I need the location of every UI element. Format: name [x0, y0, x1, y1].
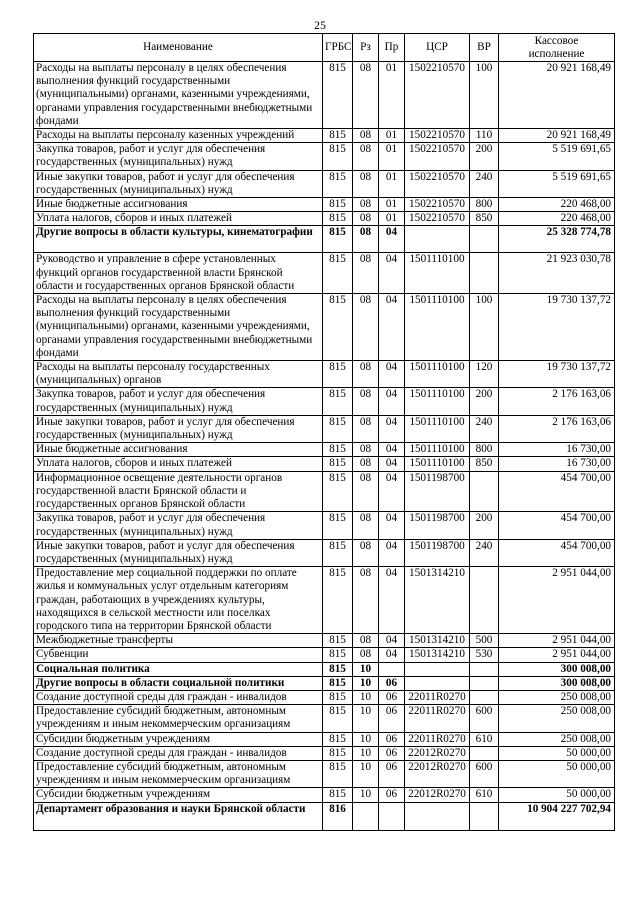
- header-amount: [499, 34, 615, 62]
- cell-name: Расходы на выплаты персоналу в целях обеспечения выполнения функций государственными (муниципальными) органами, казенными учреждениями, органами управления государственными внебюджетными фондами: [34, 62, 323, 129]
- cell-amount: 454 700,00: [499, 512, 615, 539]
- cell-amount: 5 519 691,65: [499, 143, 615, 170]
- cell-name: Иные закупки товаров, работ и услуг для обеспечения государственных (муниципальных) нужд: [34, 170, 323, 197]
- header-name: Наименование: [34, 34, 323, 62]
- cell-pr: 04: [379, 415, 405, 442]
- cell-pr: 01: [379, 212, 405, 226]
- cell-csr: 1501110100: [405, 457, 470, 471]
- cell-pr: 04: [379, 512, 405, 539]
- cell-vr: [470, 567, 499, 634]
- cell-pr: 04: [379, 634, 405, 648]
- table-row: [34, 512, 615, 539]
- table-row: [34, 690, 615, 704]
- table-row: [34, 471, 615, 512]
- header-pr: Пр: [379, 34, 405, 62]
- cell-grbs: 815: [323, 253, 353, 294]
- header-grbs: ГРБС: [323, 34, 353, 62]
- cell-rz: 10: [353, 705, 379, 732]
- cell-name: Социальная политика: [34, 662, 323, 676]
- cell-rz: 10: [353, 676, 379, 690]
- cell-grbs: 815: [323, 634, 353, 648]
- cell-amount: 220 468,00: [499, 212, 615, 226]
- table-row: [34, 648, 615, 662]
- cell-grbs: 815: [323, 212, 353, 226]
- cell-vr: 530: [470, 648, 499, 662]
- cell-csr: 1502210570: [405, 170, 470, 197]
- cell-grbs: 815: [323, 198, 353, 212]
- cell-pr: 04: [379, 294, 405, 361]
- cell-rz: 08: [353, 129, 379, 143]
- cell-pr: 06: [379, 690, 405, 704]
- cell-csr: [405, 676, 470, 690]
- cell-rz: 10: [353, 746, 379, 760]
- cell-pr: 01: [379, 143, 405, 170]
- cell-csr: [405, 226, 470, 253]
- table-row: [34, 746, 615, 760]
- cell-grbs: 815: [323, 512, 353, 539]
- table-row: [34, 170, 615, 197]
- cell-rz: 08: [353, 198, 379, 212]
- table-row: [34, 253, 615, 294]
- cell-amount: 454 700,00: [499, 539, 615, 566]
- cell-grbs: 815: [323, 457, 353, 471]
- header-rz: Рз: [353, 34, 379, 62]
- cell-pr: 04: [379, 443, 405, 457]
- cell-grbs: 815: [323, 746, 353, 760]
- cell-vr: [470, 253, 499, 294]
- cell-grbs: 815: [323, 690, 353, 704]
- cell-amount: 5 519 691,65: [499, 170, 615, 197]
- cell-name: Межбюджетные трансферты: [34, 634, 323, 648]
- cell-rz: 10: [353, 662, 379, 676]
- cell-csr: 22012R0270: [405, 760, 470, 787]
- cell-pr: 06: [379, 732, 405, 746]
- cell-name: Субсидии бюджетным учреждениям: [34, 788, 323, 802]
- cell-name: Предоставление субсидий бюджетным, автономным учреждениям и иным некоммерческим организациям: [34, 760, 323, 787]
- cell-amount: 454 700,00: [499, 471, 615, 512]
- cell-amount: 50 000,00: [499, 746, 615, 760]
- cell-name: Закупка товаров, работ и услуг для обеспечения государственных (муниципальных) нужд: [34, 143, 323, 170]
- cell-csr: 1502210570: [405, 129, 470, 143]
- header-amount-line1: Кассовое: [534, 34, 579, 47]
- table-row: [34, 802, 615, 830]
- cell-vr: 610: [470, 788, 499, 802]
- cell-pr: 06: [379, 788, 405, 802]
- cell-rz: 08: [353, 648, 379, 662]
- cell-rz: 08: [353, 62, 379, 129]
- cell-rz: 08: [353, 143, 379, 170]
- cell-amount: 220 468,00: [499, 198, 615, 212]
- cell-name: Департамент образования и науки Брянской области: [34, 802, 323, 830]
- cell-name: Руководство и управление в сфере установленных функций органов государственной власти Брянской области и государственных органов Брянской области: [34, 253, 323, 294]
- cell-pr: 06: [379, 705, 405, 732]
- cell-grbs: 815: [323, 567, 353, 634]
- cell-name: Уплата налогов, сборов и иных платежей: [34, 457, 323, 471]
- cell-name: Другие вопросы в области культуры, кинематографии: [34, 226, 323, 253]
- cell-vr: 600: [470, 760, 499, 787]
- cell-vr: 800: [470, 198, 499, 212]
- cell-rz: 10: [353, 690, 379, 704]
- cell-pr: 04: [379, 648, 405, 662]
- cell-rz: 08: [353, 471, 379, 512]
- cell-grbs: 816: [323, 802, 353, 830]
- cell-vr: [470, 746, 499, 760]
- cell-pr: 01: [379, 170, 405, 197]
- cell-vr: 800: [470, 443, 499, 457]
- cell-name: Расходы на выплаты персоналу государственных (муниципальных) органов: [34, 361, 323, 388]
- cell-grbs: 815: [323, 705, 353, 732]
- cell-csr: 1501110100: [405, 253, 470, 294]
- cell-amount: 50 000,00: [499, 788, 615, 802]
- cell-vr: 240: [470, 415, 499, 442]
- cell-name: Расходы на выплаты персоналу казенных учреждений: [34, 129, 323, 143]
- cell-rz: 08: [353, 388, 379, 415]
- cell-vr: 240: [470, 170, 499, 197]
- cell-amount: 50 000,00: [499, 760, 615, 787]
- cell-csr: 1501314210: [405, 634, 470, 648]
- header-vr: ВР: [470, 34, 499, 62]
- cell-grbs: 815: [323, 760, 353, 787]
- cell-grbs: 815: [323, 471, 353, 512]
- table-row: [34, 760, 615, 787]
- cell-amount: 250 008,00: [499, 705, 615, 732]
- cell-amount: 19 730 137,72: [499, 294, 615, 361]
- cell-grbs: 815: [323, 415, 353, 442]
- cell-amount: 16 730,00: [499, 443, 615, 457]
- cell-amount: 10 904 227 702,94: [499, 802, 615, 830]
- table-row: [34, 662, 615, 676]
- cell-csr: 22011R0270: [405, 732, 470, 746]
- cell-grbs: 815: [323, 143, 353, 170]
- cell-pr: 04: [379, 457, 405, 471]
- cell-rz: 08: [353, 170, 379, 197]
- cell-pr: 04: [379, 539, 405, 566]
- cell-name: Иные закупки товаров, работ и услуг для обеспечения государственных (муниципальных) нужд: [34, 415, 323, 442]
- table-row: [34, 294, 615, 361]
- cell-rz: 08: [353, 361, 379, 388]
- table-row: [34, 732, 615, 746]
- cell-vr: [470, 676, 499, 690]
- cell-amount: 2 951 044,00: [499, 634, 615, 648]
- cell-amount: 300 008,00: [499, 662, 615, 676]
- cell-name: Уплата налогов, сборов и иных платежей: [34, 212, 323, 226]
- table-body: [34, 62, 615, 831]
- cell-csr: 1502210570: [405, 143, 470, 170]
- cell-name: Расходы на выплаты персоналу в целях обеспечения выполнения функций государственными (муниципальными) органами, казенными учреждениями, органами управления государственными внебюджетными фондами: [34, 294, 323, 361]
- cell-name: Субвенции: [34, 648, 323, 662]
- cell-csr: 22012R0270: [405, 746, 470, 760]
- cell-csr: [405, 662, 470, 676]
- header-amount-line2: исполнение: [528, 47, 585, 60]
- table-row: [34, 129, 615, 143]
- cell-csr: 1501110100: [405, 361, 470, 388]
- table-row: [34, 415, 615, 442]
- cell-name: Субсидии бюджетным учреждениям: [34, 732, 323, 746]
- cell-pr: 04: [379, 567, 405, 634]
- cell-csr: 1502210570: [405, 62, 470, 129]
- cell-csr: 1502210570: [405, 198, 470, 212]
- cell-rz: 08: [353, 634, 379, 648]
- cell-vr: 600: [470, 705, 499, 732]
- cell-grbs: 815: [323, 662, 353, 676]
- cell-vr: 500: [470, 634, 499, 648]
- cell-pr: 06: [379, 746, 405, 760]
- cell-grbs: 815: [323, 788, 353, 802]
- cell-vr: 120: [470, 361, 499, 388]
- cell-rz: 08: [353, 253, 379, 294]
- cell-grbs: 815: [323, 226, 353, 253]
- cell-rz: 08: [353, 226, 379, 253]
- cell-vr: 200: [470, 512, 499, 539]
- cell-csr: 22011R0270: [405, 705, 470, 732]
- cell-grbs: 815: [323, 388, 353, 415]
- cell-csr: 1501314210: [405, 648, 470, 662]
- cell-grbs: 815: [323, 539, 353, 566]
- cell-vr: 110: [470, 129, 499, 143]
- cell-name: Иные бюджетные ассигнования: [34, 198, 323, 212]
- table-row: [34, 539, 615, 566]
- table-row: [34, 143, 615, 170]
- cell-vr: [470, 226, 499, 253]
- table-row: [34, 788, 615, 802]
- cell-amount: 21 923 030,78: [499, 253, 615, 294]
- cell-vr: [470, 662, 499, 676]
- budget-table: [33, 33, 615, 831]
- cell-pr: 01: [379, 198, 405, 212]
- cell-csr: [405, 802, 470, 830]
- cell-vr: 200: [470, 388, 499, 415]
- cell-name: Информационное освещение деятельности органов государственной власти Брянской области и государственных органов Брянской области: [34, 471, 323, 512]
- cell-rz: 08: [353, 212, 379, 226]
- cell-vr: 200: [470, 143, 499, 170]
- cell-amount: 2 176 163,06: [499, 388, 615, 415]
- cell-rz: 10: [353, 732, 379, 746]
- cell-rz: 08: [353, 457, 379, 471]
- cell-csr: 22012R0270: [405, 788, 470, 802]
- cell-vr: [470, 471, 499, 512]
- cell-amount: 25 328 774,78: [499, 226, 615, 253]
- cell-vr: 100: [470, 294, 499, 361]
- cell-rz: [353, 802, 379, 830]
- cell-amount: 300 008,00: [499, 676, 615, 690]
- cell-pr: [379, 802, 405, 830]
- cell-csr: 1501110100: [405, 294, 470, 361]
- cell-csr: 22011R0270: [405, 690, 470, 704]
- cell-grbs: 815: [323, 170, 353, 197]
- cell-amount: 2 176 163,06: [499, 415, 615, 442]
- cell-grbs: 815: [323, 129, 353, 143]
- cell-amount: 16 730,00: [499, 457, 615, 471]
- cell-amount: 250 008,00: [499, 732, 615, 746]
- cell-name: Закупка товаров, работ и услуг для обеспечения государственных (муниципальных) нужд: [34, 512, 323, 539]
- cell-csr: 1501110100: [405, 388, 470, 415]
- cell-grbs: 815: [323, 62, 353, 129]
- cell-csr: 1501314210: [405, 567, 470, 634]
- table-row: [34, 443, 615, 457]
- cell-amount: 2 951 044,00: [499, 567, 615, 634]
- cell-name: Создание доступной среды для граждан - инвалидов: [34, 746, 323, 760]
- cell-rz: 08: [353, 415, 379, 442]
- table-row: [34, 361, 615, 388]
- cell-name: Закупка товаров, работ и услуг для обеспечения государственных (муниципальных) нужд: [34, 388, 323, 415]
- cell-vr: [470, 802, 499, 830]
- cell-rz: 08: [353, 512, 379, 539]
- cell-vr: 240: [470, 539, 499, 566]
- cell-vr: 100: [470, 62, 499, 129]
- cell-pr: 01: [379, 129, 405, 143]
- cell-vr: 850: [470, 457, 499, 471]
- cell-name: Предоставление субсидий бюджетным, автономным учреждениям и иным некоммерческим организациям: [34, 705, 323, 732]
- cell-amount: 2 951 044,00: [499, 648, 615, 662]
- cell-vr: [470, 690, 499, 704]
- cell-rz: 10: [353, 760, 379, 787]
- cell-rz: 08: [353, 567, 379, 634]
- cell-rz: 08: [353, 443, 379, 457]
- table-header-row: [34, 34, 615, 62]
- cell-amount: 19 730 137,72: [499, 361, 615, 388]
- cell-grbs: 815: [323, 294, 353, 361]
- table-row: [34, 705, 615, 732]
- cell-name: Другие вопросы в области социальной политики: [34, 676, 323, 690]
- table-row: [34, 676, 615, 690]
- cell-pr: [379, 662, 405, 676]
- cell-pr: 04: [379, 388, 405, 415]
- cell-amount: 20 921 168,49: [499, 129, 615, 143]
- cell-rz: 10: [353, 788, 379, 802]
- cell-name: Иные закупки товаров, работ и услуг для обеспечения государственных (муниципальных) нужд: [34, 539, 323, 566]
- cell-rz: 08: [353, 294, 379, 361]
- page-number: 25: [314, 18, 326, 32]
- cell-csr: 1501110100: [405, 415, 470, 442]
- header-csr: ЦСР: [405, 34, 470, 62]
- cell-vr: 610: [470, 732, 499, 746]
- table-row: [34, 226, 615, 253]
- cell-amount: 250 008,00: [499, 690, 615, 704]
- cell-grbs: 815: [323, 676, 353, 690]
- cell-name: Предоставление мер социальной поддержки по оплате жилья и коммунальных услуг отдельным категориям граждан, работающих в учреждениях культуры, находящихся в сельской местности или поселках городского типа на территории Брянской области: [34, 567, 323, 634]
- table-row: [34, 634, 615, 648]
- cell-name: Создание доступной среды для граждан - инвалидов: [34, 690, 323, 704]
- table-row: [34, 457, 615, 471]
- cell-grbs: 815: [323, 443, 353, 457]
- cell-csr: 1501198700: [405, 512, 470, 539]
- cell-pr: 04: [379, 226, 405, 253]
- table-row: [34, 388, 615, 415]
- cell-csr: 1502210570: [405, 212, 470, 226]
- table-row: [34, 198, 615, 212]
- cell-name: Иные бюджетные ассигнования: [34, 443, 323, 457]
- cell-rz: 08: [353, 539, 379, 566]
- cell-amount: 20 921 168,49: [499, 62, 615, 129]
- cell-csr: 1501110100: [405, 443, 470, 457]
- table-row: [34, 567, 615, 634]
- cell-pr: 06: [379, 676, 405, 690]
- cell-grbs: 815: [323, 732, 353, 746]
- cell-grbs: 815: [323, 361, 353, 388]
- cell-pr: 04: [379, 253, 405, 294]
- cell-csr: 1501198700: [405, 539, 470, 566]
- cell-vr: 850: [470, 212, 499, 226]
- cell-pr: 01: [379, 62, 405, 129]
- cell-pr: 06: [379, 760, 405, 787]
- cell-csr: 1501198700: [405, 471, 470, 512]
- table-row: [34, 212, 615, 226]
- cell-pr: 04: [379, 471, 405, 512]
- cell-grbs: 815: [323, 648, 353, 662]
- cell-pr: 04: [379, 361, 405, 388]
- table-row: [34, 62, 615, 129]
